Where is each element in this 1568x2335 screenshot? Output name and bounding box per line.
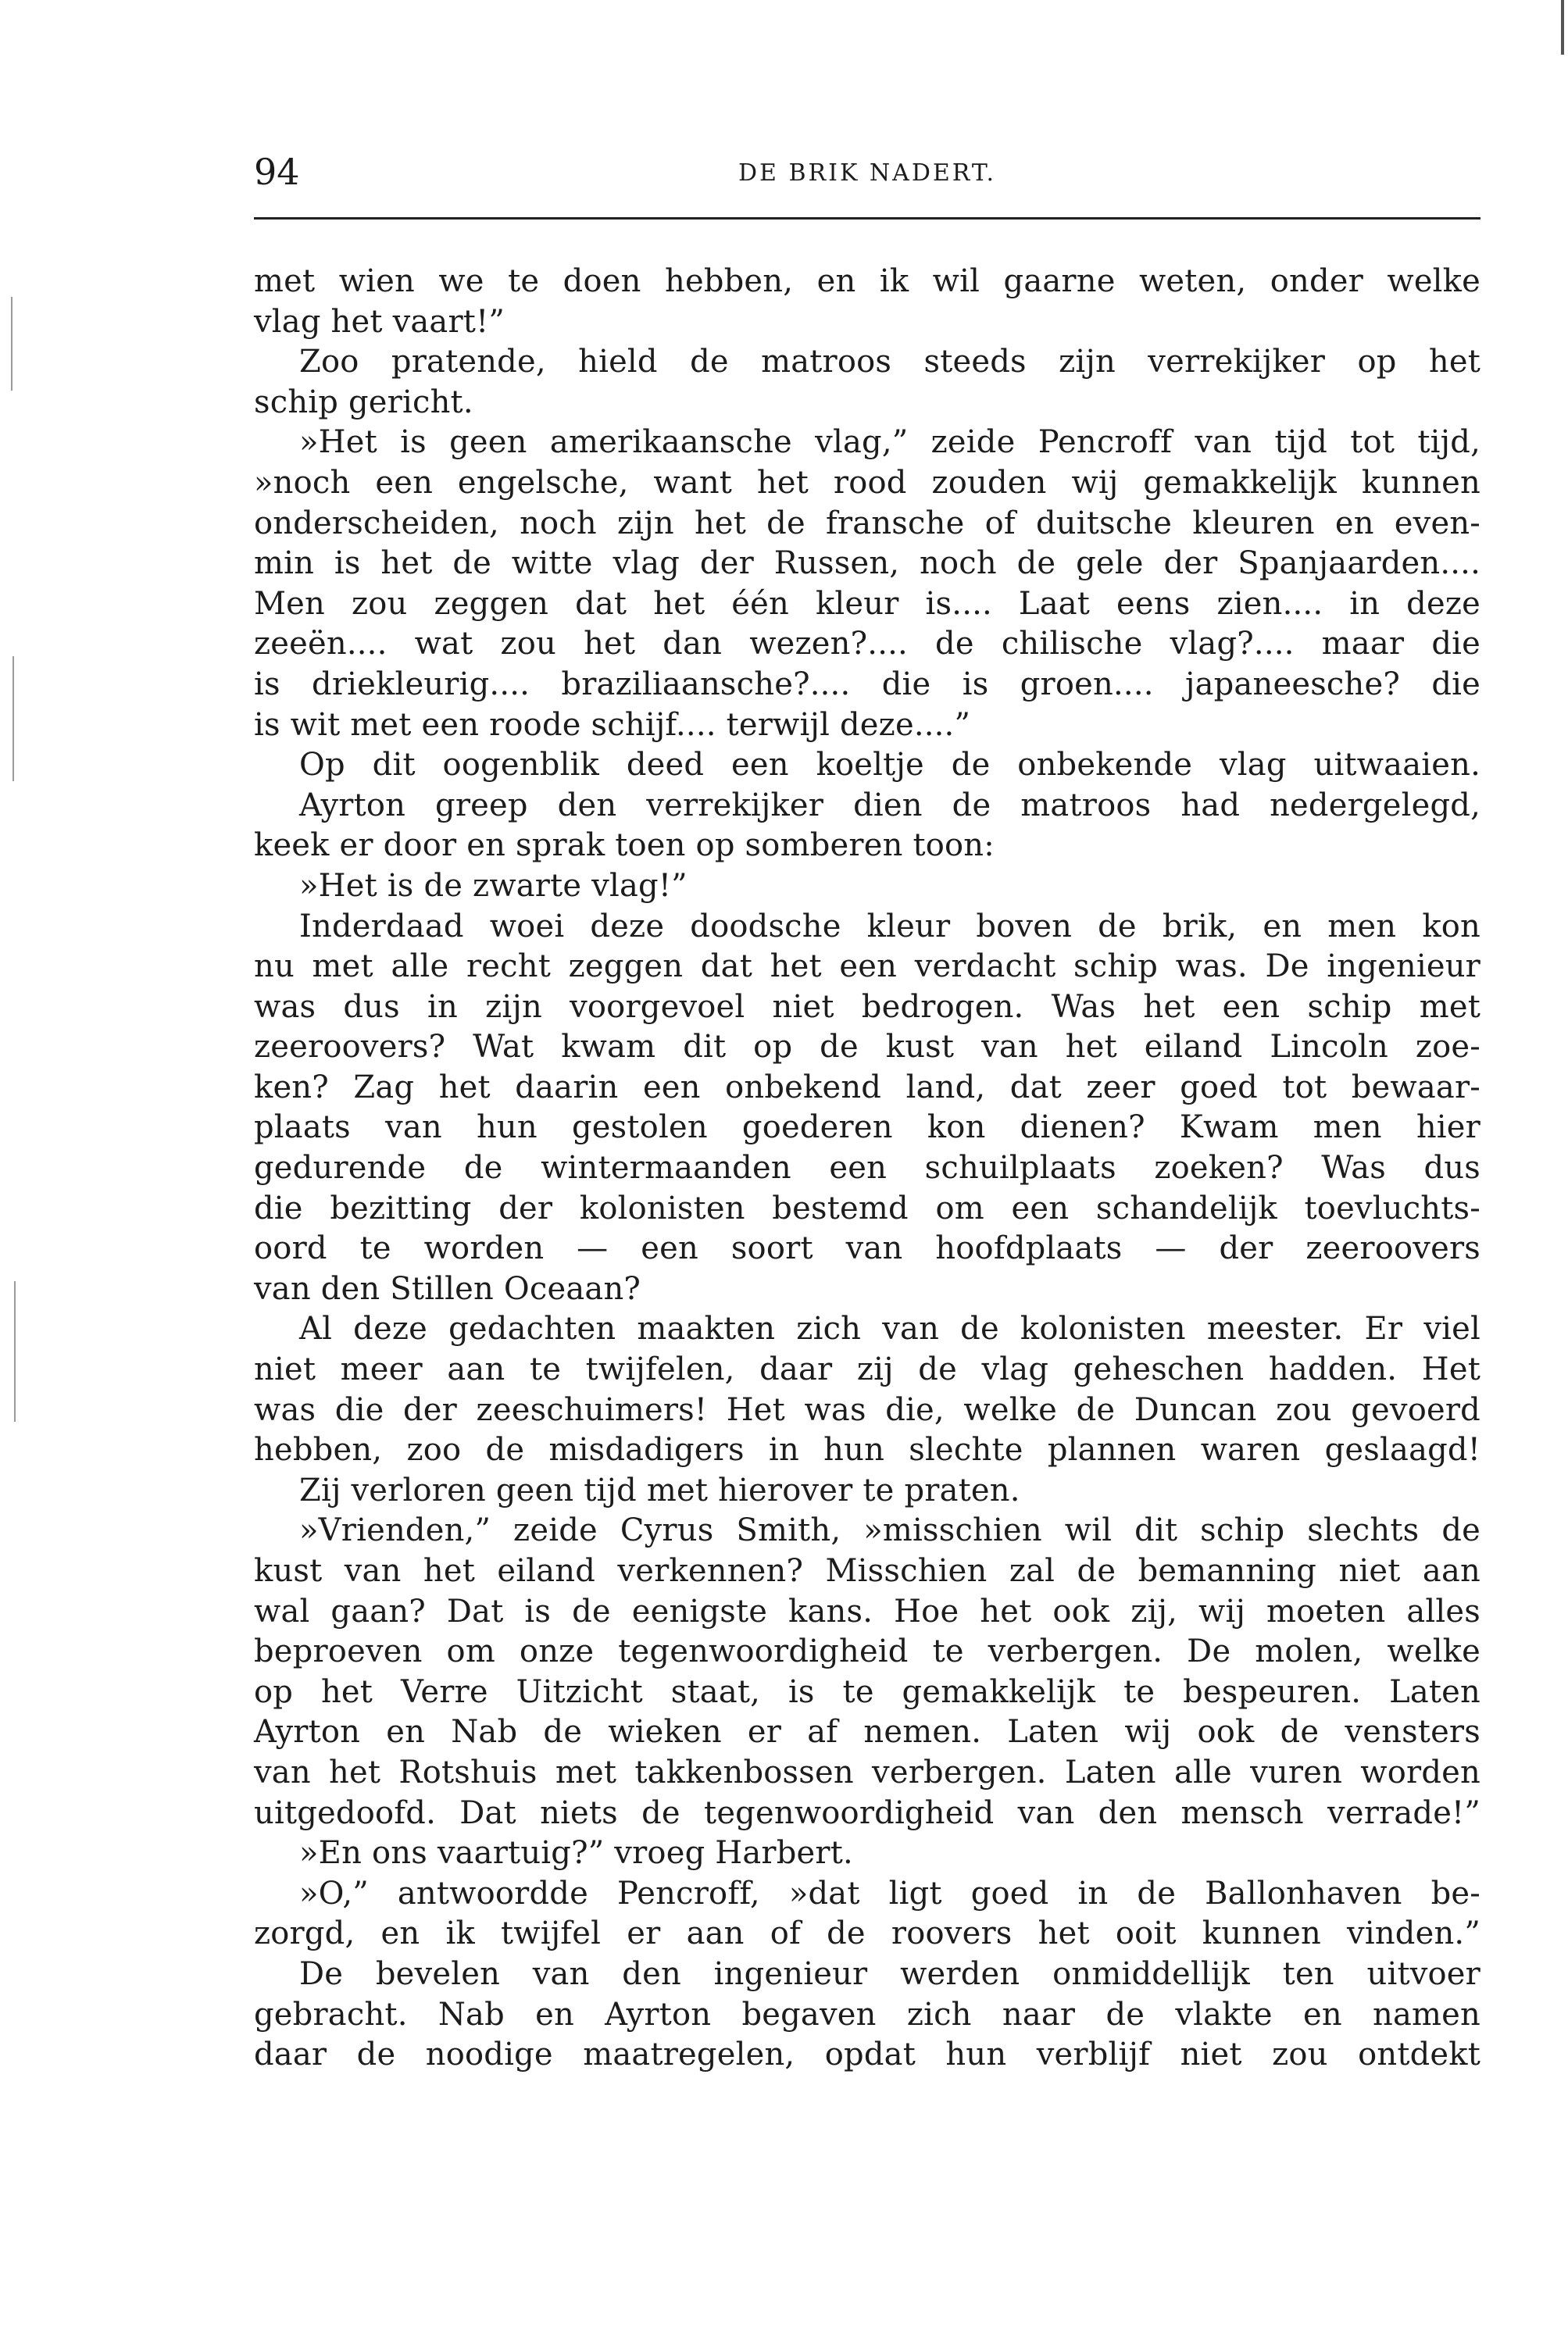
- text-line: »Het is geen amerikaansche vlag,” zeide Pencroff van tijd tot tijd,: [299, 424, 1480, 461]
- text-line: »Vrienden,” zeide Cyrus Smith, »misschien wil dit schip slechts de: [299, 1512, 1480, 1549]
- text-line: beproeven om onze tegenwoordigheid te verbergen. De molen, welke: [254, 1633, 1480, 1670]
- text-line: ken? Zag het daarin een onbekend land, dat zeer goed tot bewaar-: [254, 1069, 1480, 1105]
- text-line: Zoo pratende, hield de matroos steeds zijn verrekijker op het: [299, 344, 1480, 380]
- text-line: met wien we te doen hebben, en ik wil gaarne weten, onder welke: [254, 263, 1480, 299]
- text-line: oord te worden — een soort van hoofdplaats — der zeeroovers: [254, 1230, 1480, 1267]
- text-line: zeeroovers? Wat kwam dit op de kust van het eiland Lincoln zoe-: [254, 1029, 1480, 1066]
- text-line: van het Rotshuis met takkenbossen verbergen. Laten alle vuren worden: [254, 1754, 1480, 1791]
- text-line: Inderdaad woei deze doodsche kleur boven de brik, en men kon: [299, 908, 1480, 944]
- text-line: op het Verre Uitzicht staat, is te gemakkelijk te bespeuren. Laten: [254, 1673, 1480, 1710]
- text-line: zeeën.... wat zou het dan wezen?.... de chilische vlag?.... maar die: [254, 626, 1480, 662]
- left-edge-scan-mark: [14, 1281, 16, 1422]
- text-line: Op dit oogenblik deed een koeltje de onbekende vlag uitwaaien.: [299, 747, 1480, 784]
- running-head: DE BRIK NADERT.: [738, 159, 996, 187]
- text-line: plaats van hun gestolen goederen kon dienen? Kwam men hier: [254, 1109, 1480, 1146]
- text-line: onderscheiden, noch zijn het de fransche of duitsche kleuren en even-: [254, 505, 1480, 541]
- text-line: van den Stillen Oceaan?: [254, 1270, 641, 1307]
- header-rule: [254, 217, 1480, 220]
- text-line: zorgd, en ik twijfel er aan of de roovers het ooit kunnen vinden.”: [254, 1915, 1480, 1952]
- text-line: schip gericht.: [254, 384, 473, 420]
- body-text: [254, 262, 1480, 2076]
- page-header: [254, 148, 1480, 203]
- text-line: Zij verloren geen tijd met hierover te praten.: [299, 1472, 1020, 1508]
- text-line: Men zou zeggen dat het één kleur is.... Laat eens zien.... in deze: [254, 585, 1480, 622]
- text-line: keek er door en sprak toen op somberen toon:: [254, 827, 995, 864]
- text-line: vlag het vaart!”: [254, 303, 505, 340]
- text-line: Ayrton en Nab de wieken er af nemen. Laten wij ook de vensters: [254, 1714, 1480, 1751]
- right-edge-scan-mark: [1561, 0, 1564, 55]
- text-line: hebben, zoo de misdadigers in hun slechte plannen waren geslaagd!: [254, 1432, 1480, 1469]
- text-line: daar de noodige maatregelen, opdat hun verblijf niet zou ontdekt: [254, 2037, 1480, 2073]
- text-line: »noch een engelsche, want het rood zouden wij gemakkelijk kunnen: [254, 464, 1480, 501]
- text-line: uitgedoofd. Dat niets de tegenwoordigheid van den mensch verrade!”: [254, 1794, 1480, 1831]
- text-line: is driekleurig.... braziliaansche?.... die is groen.... japaneesche? die: [254, 666, 1480, 702]
- text-line: Ayrton greep den verrekijker dien de matroos had nedergelegd,: [299, 787, 1480, 823]
- text-line: die bezitting der kolonisten bestemd om een schandelijk toevluchts-: [254, 1190, 1480, 1226]
- text-line: »O,” antwoordde Pencroff, »dat ligt goed in de Ballonhaven be-: [299, 1875, 1480, 1912]
- text-line: is wit met een roode schijf.... terwijl deze....”: [254, 706, 971, 743]
- text-line: De bevelen van den ingenieur werden onmiddellijk ten uitvoer: [299, 1955, 1480, 1992]
- text-line: kust van het eiland verkennen? Misschien zal de bemanning niet aan: [254, 1553, 1480, 1589]
- text-line: gedurende de wintermaanden een schuilplaats zoeken? Was dus: [254, 1150, 1480, 1187]
- text-line: min is het de witte vlag der Russen, noch de gele der Spanjaarden....: [254, 545, 1480, 582]
- text-line: gebracht. Nab en Ayrton begaven zich naar de vlakte en namen: [254, 1996, 1480, 2033]
- text-line: was dus in zijn voorgevoel niet bedrogen. Was het een schip met: [254, 988, 1480, 1025]
- text-line: wal gaan? Dat is de eenigste kans. Hoe het ook zij, wij moeten alles: [254, 1593, 1480, 1630]
- left-edge-scan-mark: [11, 297, 13, 391]
- page-number: 94: [254, 151, 300, 193]
- text-line: was die der zeeschuimers! Het was die, welke de Duncan zou gevoerd: [254, 1391, 1480, 1428]
- text-line: nu met alle recht zeggen dat het een verdacht schip was. De ingenieur: [254, 948, 1480, 985]
- text-line: niet meer aan te twijfelen, daar zij de vlag geheschen hadden. Het: [254, 1351, 1480, 1388]
- text-line: »Het is de zwarte vlag!”: [299, 867, 688, 904]
- text-line: Al deze gedachten maakten zich van de kolonisten meester. Er viel: [299, 1311, 1480, 1348]
- left-edge-scan-mark: [13, 656, 14, 781]
- text-line: »En ons vaartuig?” vroeg Harbert.: [299, 1835, 853, 1872]
